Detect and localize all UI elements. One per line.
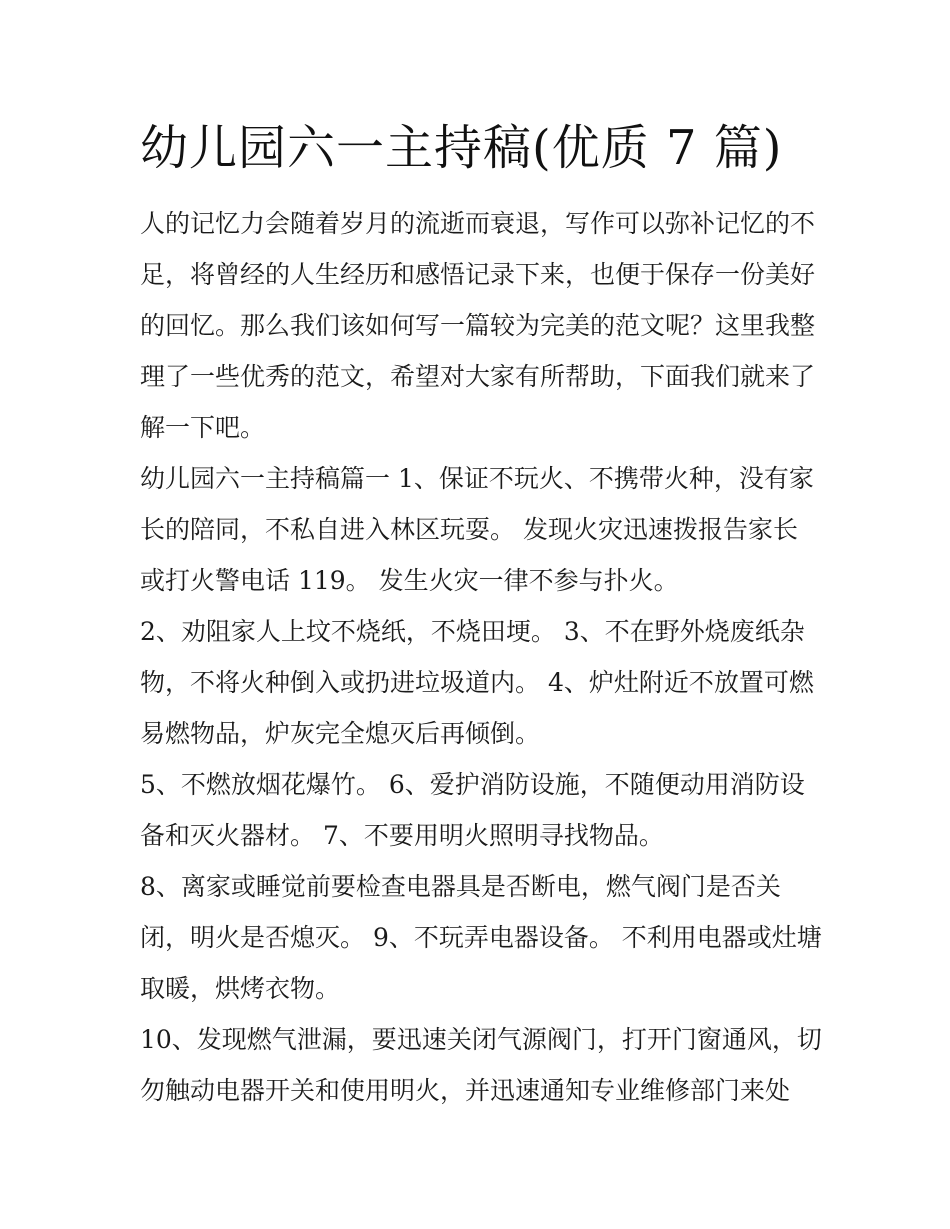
text-line: 闭，明火是否熄灭。 9、不玩弄电器设备。 不利用电器或灶塘 (140, 923, 822, 952)
document-body (140, 198, 820, 1116)
text-line: 备和灭火器材。 7、不要用明火照明寻找物品。 (140, 821, 664, 850)
text-line: 勿触动电器开关和使用明火，并迅速通知专业维修部门来处 (140, 1076, 791, 1105)
text-line: 的回忆。那么我们该如何写一篇较为完美的范文呢？这里我整 (140, 311, 816, 340)
text-line: 5、不燃放烟花爆竹。 6、爱护消防设施，不随便动用消防设 (140, 770, 805, 799)
text-line: 长的陪同，不私自进入林区玩耍。 发现火灾迅速拨报告家长 (140, 515, 798, 544)
text-line: 2、劝阻家人上坟不烧纸，不烧田埂。 3、不在野外烧废纸杂 (140, 617, 805, 646)
document-title: 幼儿园六一主持稿(优质 7 篇) (140, 120, 783, 176)
text-line: 物，不将火种倒入或扔进垃圾道内。 4、炉灶附近不放置可燃 (140, 668, 814, 697)
text-line: 人的记忆力会随着岁月的流逝而衰退，写作可以弥补记忆的不 (140, 209, 816, 238)
text-line: 足，将曾经的人生经历和感悟记录下来，也便于保存一份美好 (140, 260, 816, 289)
text-line: 理了一些优秀的范文，希望对大家有所帮助，下面我们就来了 (140, 362, 816, 391)
text-line: 取暖，烘烤衣物。 (140, 974, 341, 1003)
text-line: 幼儿园六一主持稿篇一 1、保证不玩火、不携带火种，没有家 (140, 464, 814, 493)
text-line: 解一下吧。 (140, 413, 266, 442)
text-line: 或打火警电话 119。 发生火灾一律不参与扑火。 (140, 566, 679, 595)
text-line: 易燃物品，炉灰完全熄灭后再倾倒。 (140, 719, 541, 748)
text-line: 10、发现燃气泄漏，要迅速关闭气源阀门，打开门窗通风，切 (140, 1025, 822, 1054)
text-line: 8、离家或睡觉前要检查电器具是否断电，燃气阀门是否关 (140, 872, 781, 901)
